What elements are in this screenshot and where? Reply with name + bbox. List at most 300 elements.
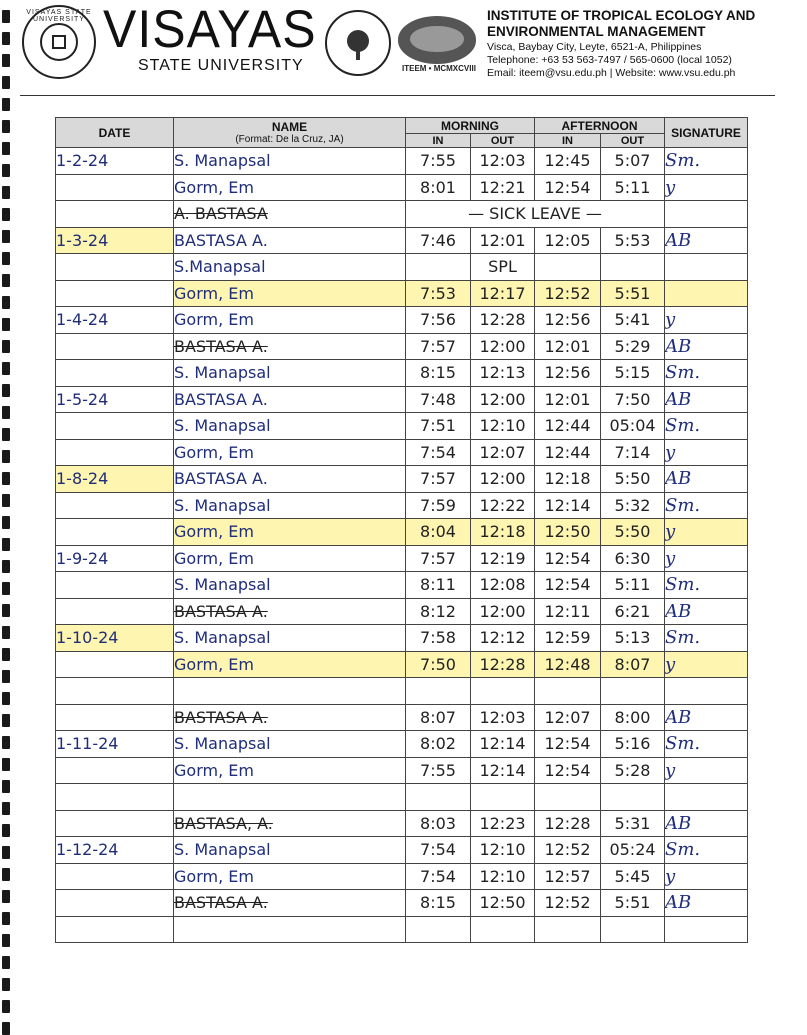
am-out-cell: 12:07 xyxy=(471,439,535,466)
signature-cell xyxy=(665,254,748,281)
binder-hole xyxy=(2,208,10,221)
table-row xyxy=(56,201,748,228)
name-cell: Gorm, Em xyxy=(174,519,406,546)
table-row xyxy=(56,651,748,678)
table-row xyxy=(56,731,748,758)
binder-hole xyxy=(2,428,10,441)
table-row xyxy=(56,360,748,387)
pm-in-cell: 12:54 xyxy=(535,572,601,599)
header-rule xyxy=(20,95,775,96)
leave-note: — SICK LEAVE — xyxy=(406,201,665,228)
am-out-cell: 12:17 xyxy=(471,280,535,307)
name-cell: Gorm, Em xyxy=(174,307,406,334)
pm-out-cell: 5:32 xyxy=(601,492,665,519)
am-in-cell: 8:07 xyxy=(406,704,471,731)
am-out-cell xyxy=(471,916,535,943)
pm-out-cell: 5:45 xyxy=(601,863,665,890)
pm-in-cell: 12:52 xyxy=(535,280,601,307)
am-out-cell: 12:00 xyxy=(471,466,535,493)
am-in-cell: 7:54 xyxy=(406,863,471,890)
binder-hole xyxy=(2,824,10,837)
date-cell xyxy=(56,651,174,678)
table-row xyxy=(56,704,748,731)
am-out-cell: 12:08 xyxy=(471,572,535,599)
am-in-cell: 8:11 xyxy=(406,572,471,599)
am-in-cell: 7:59 xyxy=(406,492,471,519)
pm-out-cell xyxy=(601,678,665,705)
binder-hole xyxy=(2,648,10,661)
col-name xyxy=(174,118,406,148)
iteem-logo xyxy=(398,16,476,64)
signature-cell: AB xyxy=(665,598,748,625)
pm-out-cell: 8:00 xyxy=(601,704,665,731)
am-out-cell: 12:19 xyxy=(471,545,535,572)
signature-cell: AB xyxy=(665,890,748,917)
date-cell: 1-12-24 xyxy=(56,837,174,864)
am-out-cell: SPL xyxy=(471,254,535,281)
pm-out-cell: 5:07 xyxy=(601,148,665,175)
binder-hole xyxy=(2,692,10,705)
name-cell: BASTASA A. xyxy=(174,386,406,413)
am-out-cell: 12:18 xyxy=(471,519,535,546)
date-cell xyxy=(56,519,174,546)
name-cell: BASTASA A. xyxy=(174,227,406,254)
am-out-cell: 12:03 xyxy=(471,148,535,175)
signature-cell: Sm. xyxy=(665,492,748,519)
date-cell xyxy=(56,598,174,625)
binder-hole xyxy=(2,978,10,991)
name-cell: S. Manapsal xyxy=(174,837,406,864)
pm-out-cell: 7:14 xyxy=(601,439,665,466)
col-pm-in: IN xyxy=(535,134,601,148)
signature-cell: AB xyxy=(665,386,748,413)
am-out-cell: 12:10 xyxy=(471,413,535,440)
date-cell xyxy=(56,439,174,466)
pm-out-cell xyxy=(601,254,665,281)
pm-in-cell: 12:44 xyxy=(535,439,601,466)
am-in-cell: 8:02 xyxy=(406,731,471,758)
name-cell: S. Manapsal xyxy=(174,413,406,440)
am-out-cell: 12:14 xyxy=(471,731,535,758)
am-in-cell: 7:58 xyxy=(406,625,471,652)
pm-in-cell xyxy=(535,678,601,705)
table-row xyxy=(56,837,748,864)
binder-hole xyxy=(2,318,10,331)
signature-cell: AB xyxy=(665,466,748,493)
pm-in-cell: 12:14 xyxy=(535,492,601,519)
table-row xyxy=(56,307,748,334)
table-row xyxy=(56,174,748,201)
table-row xyxy=(56,810,748,837)
col-am-out: OUT xyxy=(471,134,535,148)
pm-out-cell: 7:50 xyxy=(601,386,665,413)
am-in-cell xyxy=(406,916,471,943)
table-row xyxy=(56,784,748,811)
date-cell xyxy=(56,678,174,705)
name-cell: A. BASTASA xyxy=(174,201,406,228)
signature-cell: y xyxy=(665,307,748,334)
name-cell: S.Manapsal xyxy=(174,254,406,281)
date-cell xyxy=(56,333,174,360)
signature-cell: Sm. xyxy=(665,731,748,758)
am-in-cell xyxy=(406,678,471,705)
binder-hole xyxy=(2,736,10,749)
binder-hole xyxy=(2,142,10,155)
name-cell: Gorm, Em xyxy=(174,757,406,784)
signature-cell: AB xyxy=(665,227,748,254)
table-row xyxy=(56,916,748,943)
date-cell xyxy=(56,704,174,731)
signature-cell: Sm. xyxy=(665,413,748,440)
signature-cell: Sm. xyxy=(665,572,748,599)
date-cell xyxy=(56,174,174,201)
pm-in-cell: 12:54 xyxy=(535,731,601,758)
pm-in-cell: 12:11 xyxy=(535,598,601,625)
name-cell: S. Manapsal xyxy=(174,360,406,387)
table-row xyxy=(56,678,748,705)
name-cell: S. Manapsal xyxy=(174,572,406,599)
am-in-cell: 7:53 xyxy=(406,280,471,307)
binder-hole xyxy=(2,230,10,243)
date-cell: 1-9-24 xyxy=(56,545,174,572)
pm-in-cell: 12:57 xyxy=(535,863,601,890)
am-in-cell xyxy=(406,254,471,281)
binder-hole xyxy=(2,54,10,67)
pm-out-cell: 5:41 xyxy=(601,307,665,334)
vsu-seal-logo xyxy=(22,5,96,79)
am-out-cell: 12:14 xyxy=(471,757,535,784)
institute-contact xyxy=(487,41,797,80)
binder-hole xyxy=(2,164,10,177)
binder-hole xyxy=(2,604,10,617)
binder-hole xyxy=(2,516,10,529)
binder-hole xyxy=(2,912,10,925)
name-cell: Gorm, Em xyxy=(174,439,406,466)
table-row xyxy=(56,413,748,440)
am-out-cell: 12:00 xyxy=(471,598,535,625)
pm-out-cell: 5:31 xyxy=(601,810,665,837)
pm-out-cell: 5:53 xyxy=(601,227,665,254)
name-cell: Gorm, Em xyxy=(174,863,406,890)
date-cell: 1-4-24 xyxy=(56,307,174,334)
binder-hole xyxy=(2,340,10,353)
am-out-cell: 12:13 xyxy=(471,360,535,387)
signature-cell xyxy=(665,201,748,228)
pm-in-cell: 12:52 xyxy=(535,890,601,917)
pm-out-cell: 5:51 xyxy=(601,890,665,917)
signature-cell: y xyxy=(665,439,748,466)
pm-out-cell xyxy=(601,784,665,811)
table-row xyxy=(56,466,748,493)
pm-in-cell: 12:52 xyxy=(535,837,601,864)
am-out-cell xyxy=(471,784,535,811)
pm-in-cell xyxy=(535,254,601,281)
pm-out-cell: 6:21 xyxy=(601,598,665,625)
pm-out-cell: 8:07 xyxy=(601,651,665,678)
name-cell: BASTASA A. xyxy=(174,598,406,625)
binder-hole xyxy=(2,472,10,485)
binder-hole xyxy=(2,406,10,419)
binder-hole xyxy=(2,32,10,45)
binder-hole xyxy=(2,802,10,815)
am-in-cell: 7:57 xyxy=(406,545,471,572)
table-row xyxy=(56,519,748,546)
pm-in-cell: 12:59 xyxy=(535,625,601,652)
table-row xyxy=(56,572,748,599)
am-in-cell: 7:57 xyxy=(406,333,471,360)
date-cell: 1-5-24 xyxy=(56,386,174,413)
pm-in-cell: 12:28 xyxy=(535,810,601,837)
signature-cell: y xyxy=(665,545,748,572)
am-out-cell: 12:23 xyxy=(471,810,535,837)
attendance-table xyxy=(55,117,748,943)
binder-hole xyxy=(2,582,10,595)
name-cell: S. Manapsal xyxy=(174,492,406,519)
name-header: NAME xyxy=(271,120,308,134)
binder-hole xyxy=(2,780,10,793)
am-in-cell: 7:51 xyxy=(406,413,471,440)
pm-in-cell: 12:45 xyxy=(535,148,601,175)
binder-hole xyxy=(2,714,10,727)
am-out-cell: 12:21 xyxy=(471,174,535,201)
am-out-cell: 12:28 xyxy=(471,651,535,678)
am-out-cell: 12:03 xyxy=(471,704,535,731)
pm-out-cell: 5:13 xyxy=(601,625,665,652)
pm-in-cell: 12:44 xyxy=(535,413,601,440)
am-in-cell: 7:57 xyxy=(406,466,471,493)
name-cell: Gorm, Em xyxy=(174,280,406,307)
am-out-cell xyxy=(471,678,535,705)
am-in-cell: 7:55 xyxy=(406,757,471,784)
pm-out-cell: 5:50 xyxy=(601,466,665,493)
binder-hole xyxy=(2,98,10,111)
table-row xyxy=(56,254,748,281)
name-cell: S. Manapsal xyxy=(174,625,406,652)
date-cell xyxy=(56,492,174,519)
pm-in-cell: 12:48 xyxy=(535,651,601,678)
name-cell: Gorm, Em xyxy=(174,174,406,201)
date-cell xyxy=(56,890,174,917)
name-cell: BASTASA A. xyxy=(174,704,406,731)
signature-cell: Sm. xyxy=(665,625,748,652)
am-out-cell: 12:10 xyxy=(471,863,535,890)
signature-cell: y xyxy=(665,519,748,546)
pm-in-cell: 12:01 xyxy=(535,333,601,360)
name-cell xyxy=(174,916,406,943)
pm-out-cell: 05:04 xyxy=(601,413,665,440)
col-signature: SIGNATURE xyxy=(665,118,748,148)
am-out-cell: 12:28 xyxy=(471,307,535,334)
am-out-cell: 12:00 xyxy=(471,333,535,360)
pm-in-cell: 12:54 xyxy=(535,545,601,572)
pm-out-cell xyxy=(601,916,665,943)
am-in-cell: 7:50 xyxy=(406,651,471,678)
binder-hole xyxy=(2,758,10,771)
binder-hole xyxy=(2,384,10,397)
col-afternoon: AFTERNOON xyxy=(535,118,665,134)
am-in-cell: 8:12 xyxy=(406,598,471,625)
binder-hole xyxy=(2,252,10,265)
binder-hole xyxy=(2,670,10,683)
col-pm-out: OUT xyxy=(601,134,665,148)
am-in-cell: 7:54 xyxy=(406,439,471,466)
binder-hole xyxy=(2,846,10,859)
signature-cell xyxy=(665,678,748,705)
name-cell: Gorm, Em xyxy=(174,651,406,678)
pm-out-cell: 5:50 xyxy=(601,519,665,546)
am-in-cell: 7:56 xyxy=(406,307,471,334)
am-out-cell: 12:12 xyxy=(471,625,535,652)
pm-in-cell: 12:07 xyxy=(535,704,601,731)
date-cell xyxy=(56,784,174,811)
date-cell xyxy=(56,413,174,440)
signature-cell: y xyxy=(665,174,748,201)
signature-cell: y xyxy=(665,757,748,784)
table-row xyxy=(56,148,748,175)
pm-out-cell: 5:51 xyxy=(601,280,665,307)
name-cell: S. Manapsal xyxy=(174,148,406,175)
binder-hole xyxy=(2,494,10,507)
brand-title: VISAYAS xyxy=(103,0,317,59)
name-cell: BASTASA A. xyxy=(174,333,406,360)
signature-cell: Sm. xyxy=(665,837,748,864)
pm-out-cell: 5:11 xyxy=(601,174,665,201)
name-cell xyxy=(174,678,406,705)
pm-out-cell: 6:30 xyxy=(601,545,665,572)
table-row xyxy=(56,545,748,572)
pm-out-cell: 5:16 xyxy=(601,731,665,758)
am-in-cell: 8:03 xyxy=(406,810,471,837)
signature-cell xyxy=(665,280,748,307)
signature-cell: Sm. xyxy=(665,148,748,175)
signature-cell: AB xyxy=(665,333,748,360)
table-row xyxy=(56,280,748,307)
pm-in-cell xyxy=(535,784,601,811)
am-in-cell: 7:46 xyxy=(406,227,471,254)
pm-out-cell: 5:15 xyxy=(601,360,665,387)
binder-hole xyxy=(2,10,10,23)
date-cell xyxy=(56,572,174,599)
am-out-cell: 12:10 xyxy=(471,837,535,864)
am-out-cell: 12:22 xyxy=(471,492,535,519)
pm-in-cell xyxy=(535,916,601,943)
brand-subtitle: STATE UNIVERSITY xyxy=(138,57,304,74)
date-cell xyxy=(56,201,174,228)
name-cell: Gorm, Em xyxy=(174,545,406,572)
table-row xyxy=(56,757,748,784)
table-row xyxy=(56,439,748,466)
am-in-cell: 8:01 xyxy=(406,174,471,201)
signature-cell xyxy=(665,916,748,943)
pm-in-cell: 12:18 xyxy=(535,466,601,493)
pm-in-cell: 12:05 xyxy=(535,227,601,254)
pm-out-cell: 5:11 xyxy=(601,572,665,599)
date-cell: 1-10-24 xyxy=(56,625,174,652)
binder-hole xyxy=(2,890,10,903)
table-row xyxy=(56,625,748,652)
binder-hole xyxy=(2,274,10,287)
binder-hole xyxy=(2,560,10,573)
pm-in-cell: 12:54 xyxy=(535,757,601,784)
am-out-cell: 12:50 xyxy=(471,890,535,917)
pm-out-cell: 5:28 xyxy=(601,757,665,784)
iteem-caption: ITEEM • MCMXCVIII xyxy=(402,64,476,73)
name-format: (Format: De la Cruz, JA) xyxy=(235,134,344,145)
pm-out-cell: 05:24 xyxy=(601,837,665,864)
table-row xyxy=(56,863,748,890)
pm-in-cell: 12:56 xyxy=(535,307,601,334)
date-cell: 1-2-24 xyxy=(56,148,174,175)
table-row xyxy=(56,386,748,413)
name-cell: BASTASA A. xyxy=(174,890,406,917)
col-am-in: IN xyxy=(406,134,471,148)
binder-hole xyxy=(2,956,10,969)
col-date: DATE xyxy=(56,118,174,148)
binder-hole xyxy=(2,934,10,947)
am-in-cell: 7:54 xyxy=(406,837,471,864)
binder-holes xyxy=(0,0,14,1028)
date-cell xyxy=(56,863,174,890)
name-cell: S. Manapsal xyxy=(174,731,406,758)
signature-cell: Sm. xyxy=(665,360,748,387)
date-cell xyxy=(56,254,174,281)
seal-text: VISAYAS STATE UNIVERSITY xyxy=(26,9,92,23)
am-in-cell: 7:55 xyxy=(406,148,471,175)
date-cell xyxy=(56,280,174,307)
date-cell xyxy=(56,757,174,784)
col-morning: MORNING xyxy=(406,118,535,134)
am-in-cell: 8:15 xyxy=(406,360,471,387)
table-row xyxy=(56,598,748,625)
binder-hole xyxy=(2,450,10,463)
binder-hole xyxy=(2,868,10,881)
date-cell xyxy=(56,360,174,387)
binder-hole xyxy=(2,186,10,199)
binder-hole xyxy=(2,626,10,639)
pm-in-cell: 12:50 xyxy=(535,519,601,546)
am-in-cell: 8:15 xyxy=(406,890,471,917)
date-cell xyxy=(56,810,174,837)
name-cell xyxy=(174,784,406,811)
signature-cell: AB xyxy=(665,810,748,837)
signature-cell: y xyxy=(665,863,748,890)
am-in-cell: 7:48 xyxy=(406,386,471,413)
table-row xyxy=(56,227,748,254)
binder-hole xyxy=(2,120,10,133)
binder-hole xyxy=(2,1000,10,1013)
am-out-cell: 12:00 xyxy=(471,386,535,413)
table-row xyxy=(56,333,748,360)
binder-hole xyxy=(2,362,10,375)
signature-cell xyxy=(665,784,748,811)
table-row xyxy=(56,492,748,519)
signature-cell: y xyxy=(665,651,748,678)
date-cell: 1-8-24 xyxy=(56,466,174,493)
am-in-cell: 8:04 xyxy=(406,519,471,546)
date-cell: 1-11-24 xyxy=(56,731,174,758)
name-cell: BASTASA A. xyxy=(174,466,406,493)
am-out-cell: 12:01 xyxy=(471,227,535,254)
pm-in-cell: 12:01 xyxy=(535,386,601,413)
email-website: Email: iteem@vsu.edu.ph | Website: www.vsu.edu.ph xyxy=(487,67,736,79)
date-cell xyxy=(56,916,174,943)
telephone: Telephone: +63 53 563-7497 / 565-0600 (local 1052) xyxy=(487,54,732,66)
college-logo xyxy=(325,10,391,76)
pm-in-cell: 12:56 xyxy=(535,360,601,387)
signature-cell: AB xyxy=(665,704,748,731)
name-cell: BASTASA, A. xyxy=(174,810,406,837)
binder-hole xyxy=(2,1022,10,1035)
